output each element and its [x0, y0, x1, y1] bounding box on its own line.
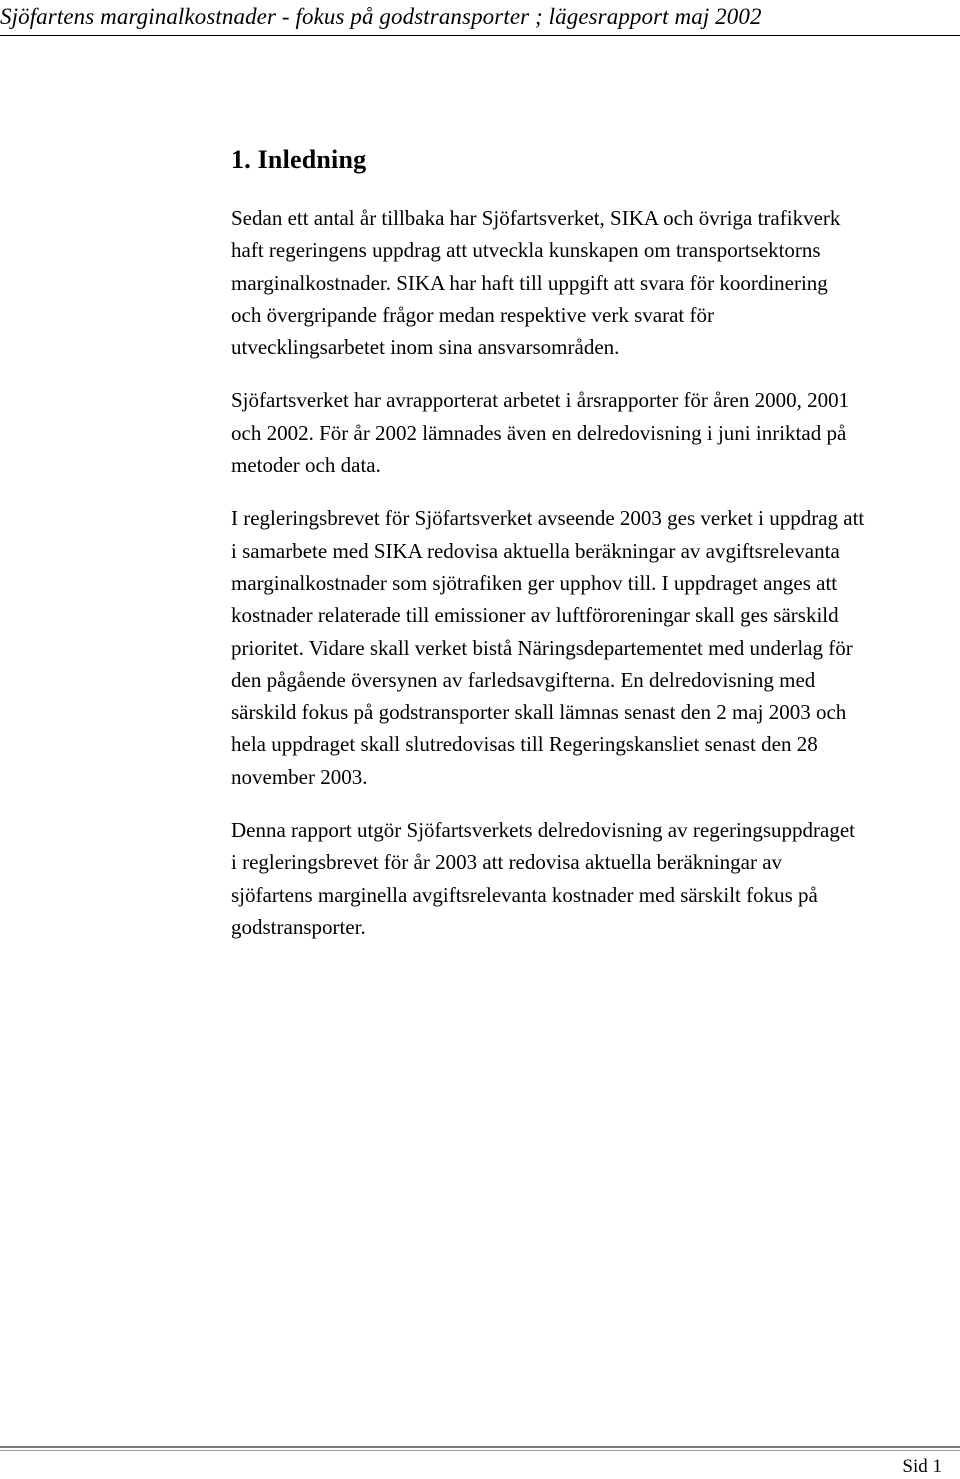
paragraph-line: marginalkostnader som sjötrafiken ger upphov till. I uppdraget anges att: [231, 570, 838, 595]
footer-rule-inner: [0, 1450, 960, 1451]
paragraph-2: [231, 384, 959, 481]
paragraph-line: Sjöfartsverket har avrapporterat arbetet i årsrapporter för åren 2000, 2001: [231, 388, 850, 413]
paragraph-3: [231, 502, 959, 793]
paragraph-line: och övergripande frågor medan respektive verk svarat för: [231, 302, 714, 327]
paragraph-line: I regleringsbrevet för Sjöfartsverket avseende 2003 ges verket i uppdrag att: [231, 506, 865, 531]
paragraph-line: Sedan ett antal år tillbaka har Sjöfartsverket, SIKA och övriga trafikverk: [231, 206, 841, 230]
paragraph-4: [231, 814, 959, 943]
paragraph-line: haft regeringens uppdrag att utveckla kunskapen om transportsektorns: [231, 238, 821, 263]
paragraph-line: sjöfartens marginella avgiftsrelevanta kostnader med särskilt fokus på: [231, 882, 818, 907]
paragraph-line: metoder och data.: [231, 453, 381, 478]
paragraph-line: hela uppdraget skall slutredovisas till Regeringskansliet senast den 28: [231, 732, 818, 757]
paragraph-line: den pågående översynen av farledsavgifterna. En delredovisning med: [231, 667, 816, 692]
paragraph-line: marginalkostnader. SIKA har haft till uppgift att svara för koordinering: [231, 270, 828, 295]
document-body: [231, 140, 959, 964]
section-heading: 1. Inledning: [231, 145, 367, 174]
paragraph-line: november 2003.: [231, 764, 368, 789]
header-rule: [0, 35, 960, 36]
paragraph-line: kostnader relaterade till emissioner av luftföroreningar skall ges särskild: [231, 603, 839, 628]
paragraph-line: godstransporter.: [231, 914, 366, 939]
paragraph-1: [231, 202, 959, 363]
paragraph-line: särskild fokus på godstransporter skall lämnas senast den 2 maj 2003 och: [231, 700, 847, 725]
paragraph-line: utvecklingsarbetet inom sina ansvarsområden.: [231, 335, 620, 360]
paragraph-line: i regleringsbrevet för år 2003 att redovisa aktuella beräkningar av: [231, 850, 783, 875]
paragraph-line: prioritet. Vidare skall verket bistå Näringsdepartementet med underlag för: [231, 635, 853, 660]
page-number: Sid 1: [902, 1456, 942, 1477]
paragraph-line: och 2002. För år 2002 lämnades även en delredovisning i juni inriktad på: [231, 420, 847, 445]
paragraph-line: i samarbete med SIKA redovisa aktuella beräkningar av avgiftsrelevanta: [231, 538, 840, 563]
running-header: Sjöfartens marginalkostnader - fokus på godstransporter ; lägesrapport maj 2002: [0, 4, 762, 29]
footer-rule: [0, 1446, 960, 1448]
paragraph-line: Denna rapport utgör Sjöfartsverkets delredovisning av regeringsuppdraget: [231, 818, 855, 843]
